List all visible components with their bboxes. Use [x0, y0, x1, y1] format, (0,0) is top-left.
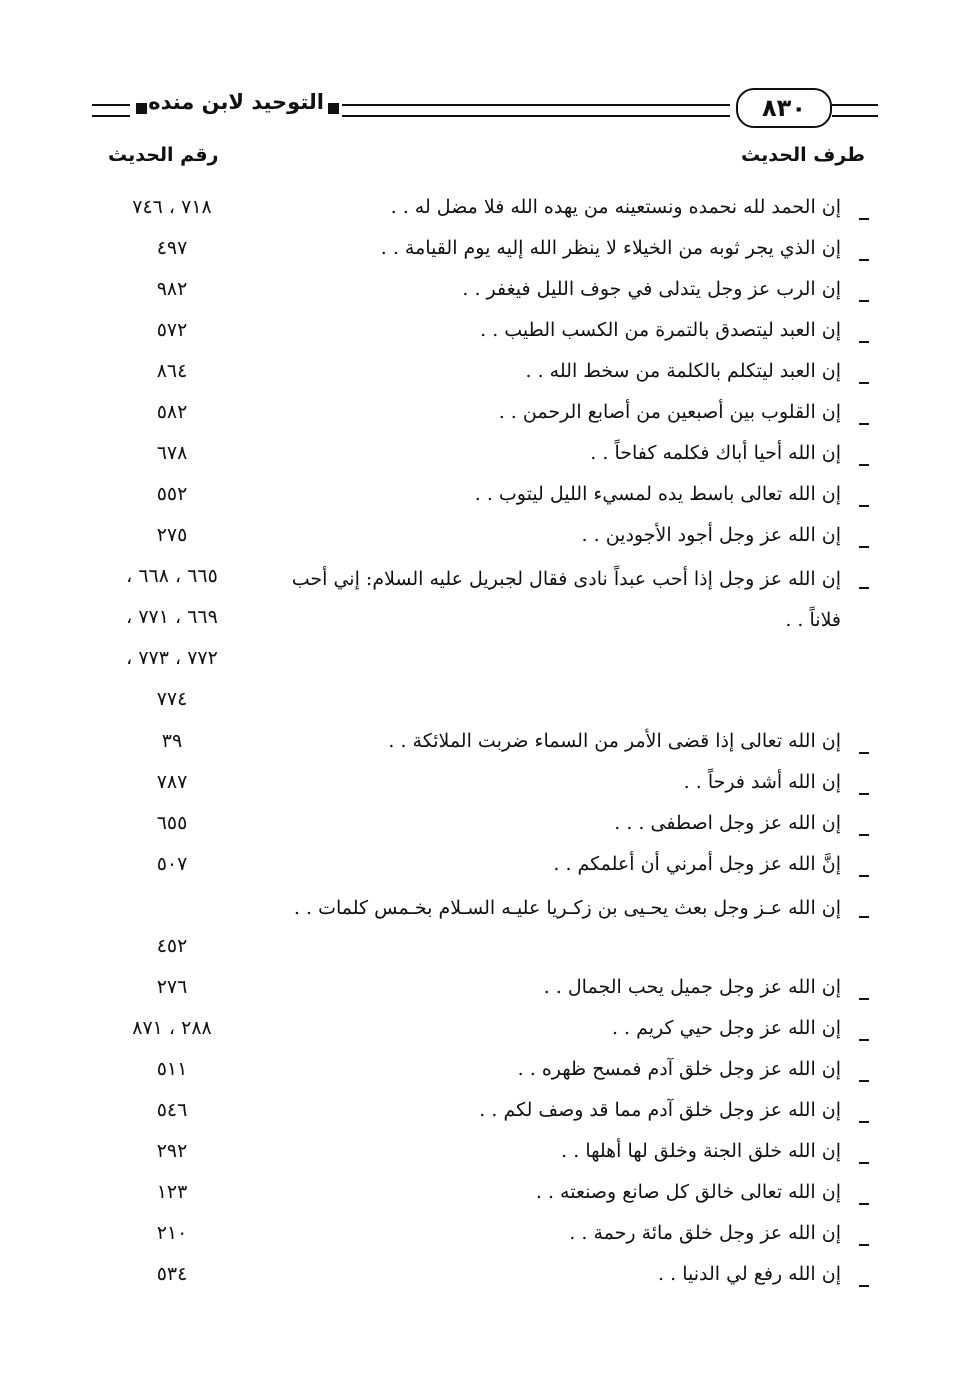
entry-dash [859, 1203, 869, 1205]
index-entry [0, 356, 961, 396]
entry-text: إن الله عز وجل جميل يحب الجمال . . [543, 976, 841, 998]
entry-dash [859, 218, 869, 220]
entry-text: إنَّ الله عز وجل أمرني أن أعلمكم . . [553, 853, 841, 875]
entry-number: ٥٠٧ [156, 853, 188, 875]
entry-text: إن الله عز وجل حيي كريم . . [611, 1017, 841, 1039]
entry-dash [859, 259, 869, 261]
index-entry [0, 192, 961, 232]
entry-text: إن الله خلق الجنة وخلق لها أهلها . . [561, 1140, 841, 1162]
index-entry [0, 808, 961, 848]
entry-number: ٢١٠ [156, 1222, 188, 1244]
entry-number: ٥٥٢ [156, 483, 188, 505]
entry-text: إن الحمد لله نحمده ونستعينه من يهده الله فلا مضل له . . [390, 196, 841, 218]
index-entry [0, 1136, 961, 1176]
entry-dash [859, 916, 869, 918]
entry-number: ٥٨٢ [156, 401, 188, 423]
entry-number: ٤٩٧ [156, 237, 188, 259]
entry-text: إن القلوب بين أصبعين من أصابع الرحمن . . [498, 401, 841, 423]
index-entry [0, 1095, 961, 1135]
entry-dash [859, 546, 869, 548]
entry-number: ٥٤٦ [156, 1099, 188, 1121]
index-entry [0, 561, 961, 721]
entry-text: إن الله عز وجل خلق آدم مما قد وصف لكم . . [479, 1099, 841, 1121]
entry-dash [859, 1080, 869, 1082]
index-entry [0, 1259, 961, 1299]
entry-number: ٤٥٢ [156, 935, 188, 957]
entry-dash [859, 752, 869, 754]
entry-number: ٥٧٢ [156, 319, 188, 341]
entry-dash [859, 1121, 869, 1123]
entry-number: ٦٦٩ ، ٧٧١ ، [126, 606, 218, 628]
entry-dash [859, 1285, 869, 1287]
column-heading-hadith-number: رقم الحديث [108, 144, 219, 166]
entry-number: ١٢٣ [156, 1181, 188, 1203]
entry-number: ٥٣٤ [156, 1263, 188, 1285]
index-entry [0, 726, 961, 766]
entry-number: ٢٧٥ [156, 524, 188, 546]
entry-dash [859, 875, 869, 877]
entry-number: ٦٦٥ ، ٦٦٨ ، [126, 565, 218, 587]
entry-text: إن الله عـز وجل بعث يحـيى بن زكـريا عليـه السـلام بخـمس كلمات . . [293, 897, 841, 919]
index-entry [0, 233, 961, 273]
header-square-ornament [328, 103, 339, 114]
entry-dash [859, 1244, 869, 1246]
entry-text: إن الله أشد فرحاً . . [683, 771, 841, 793]
entry-number: ٨٦٤ [156, 360, 188, 382]
index-entry [0, 274, 961, 314]
index-entry [0, 972, 961, 1012]
running-title: التوحيد لابن منده [148, 90, 324, 114]
entry-dash [859, 341, 869, 343]
running-header [92, 88, 878, 132]
entry-dash [859, 998, 869, 1000]
index-entry [0, 849, 961, 889]
entry-number: ٦٧٨ [156, 442, 188, 464]
header-square-ornament [136, 103, 147, 114]
entry-number: ٧٧٢ ، ٧٧٣ ، [126, 647, 218, 669]
entry-text: إن الله عز وجل أجود الأجودين . . [581, 524, 841, 546]
entry-text: إن الرب عز وجل يتدلى في جوف الليل فيغفر . . [462, 278, 841, 300]
entry-number: ٣٩ [161, 730, 183, 752]
entry-text: إن الله عز وجل خلق مائة رحمة . . [569, 1222, 841, 1244]
entry-number: ٧٧٤ [156, 688, 188, 710]
header-rule-middle [342, 104, 730, 117]
index-entry [0, 315, 961, 355]
entry-number: ٩٨٢ [156, 278, 188, 300]
index-entry [0, 438, 961, 478]
index-entry [0, 520, 961, 560]
column-heading-hadith-start: طرف الحديث [741, 144, 865, 166]
entry-text: إن الله أحيا أباك فكلمه كفاحاً . . [590, 442, 841, 464]
entry-number: ٢٧٦ [156, 976, 188, 998]
index-entry [0, 397, 961, 437]
entry-number: ٢٨٨ ، ٨٧١ [132, 1017, 212, 1039]
entry-text: إن الله عز وجل إذا أحب عبداً نادى فقال لجبريل عليه السلام: إني أحب فلاناً . . [291, 568, 841, 631]
entry-text: إن الله تعالى باسط يده لمسيء الليل ليتوب . . [474, 483, 841, 505]
entry-dash [859, 1039, 869, 1041]
entry-text: إن العبد ليتصدق بالتمرة من الكسب الطيب . . [480, 319, 841, 341]
entry-text: إن العبد ليتكلم بالكلمة من سخط الله . . [525, 360, 841, 382]
entry-text: إن الله عز وجل اصطفى . . . [614, 812, 841, 834]
entry-text: إن الله تعالى إذا قضى الأمر من السماء ضربت الملائكة . . [388, 730, 841, 752]
index-entry [0, 1054, 961, 1094]
entry-text: إن الذي يجر ثوبه من الخيلاء لا ينظر الله إليه يوم القيامة . . [380, 237, 841, 259]
entry-dash [859, 464, 869, 466]
entry-dash [859, 382, 869, 384]
entry-dash [859, 793, 869, 795]
entry-number: ٦٥٥ [156, 812, 188, 834]
index-entry [0, 767, 961, 807]
entry-dash [859, 587, 869, 589]
index-entry [0, 1218, 961, 1258]
header-rule-right [832, 104, 878, 117]
entry-dash [859, 834, 869, 836]
entry-text: إن الله عز وجل خلق آدم فمسح ظهره . . [517, 1058, 841, 1080]
page-number: ٨٣٠ [736, 88, 832, 128]
entry-dash [859, 300, 869, 302]
entry-number: ٧١٨ ، ٧٤٦ [132, 196, 212, 218]
entry-dash [859, 505, 869, 507]
entry-dash [859, 423, 869, 425]
entry-text: إن الله تعالى خالق كل صانع وصنعته . . [535, 1181, 841, 1203]
entry-number: ٧٨٧ [156, 771, 188, 793]
header-rule-left [92, 104, 130, 117]
index-entry [0, 479, 961, 519]
index-entry [0, 1177, 961, 1217]
entry-dash [859, 1162, 869, 1164]
entry-text: إن الله رفع لي الدنيا . . [658, 1263, 841, 1285]
index-entry [0, 1013, 961, 1053]
index-entry [0, 890, 961, 972]
entry-number: ٥١١ [156, 1058, 188, 1080]
entry-number: ٢٩٢ [156, 1140, 188, 1162]
